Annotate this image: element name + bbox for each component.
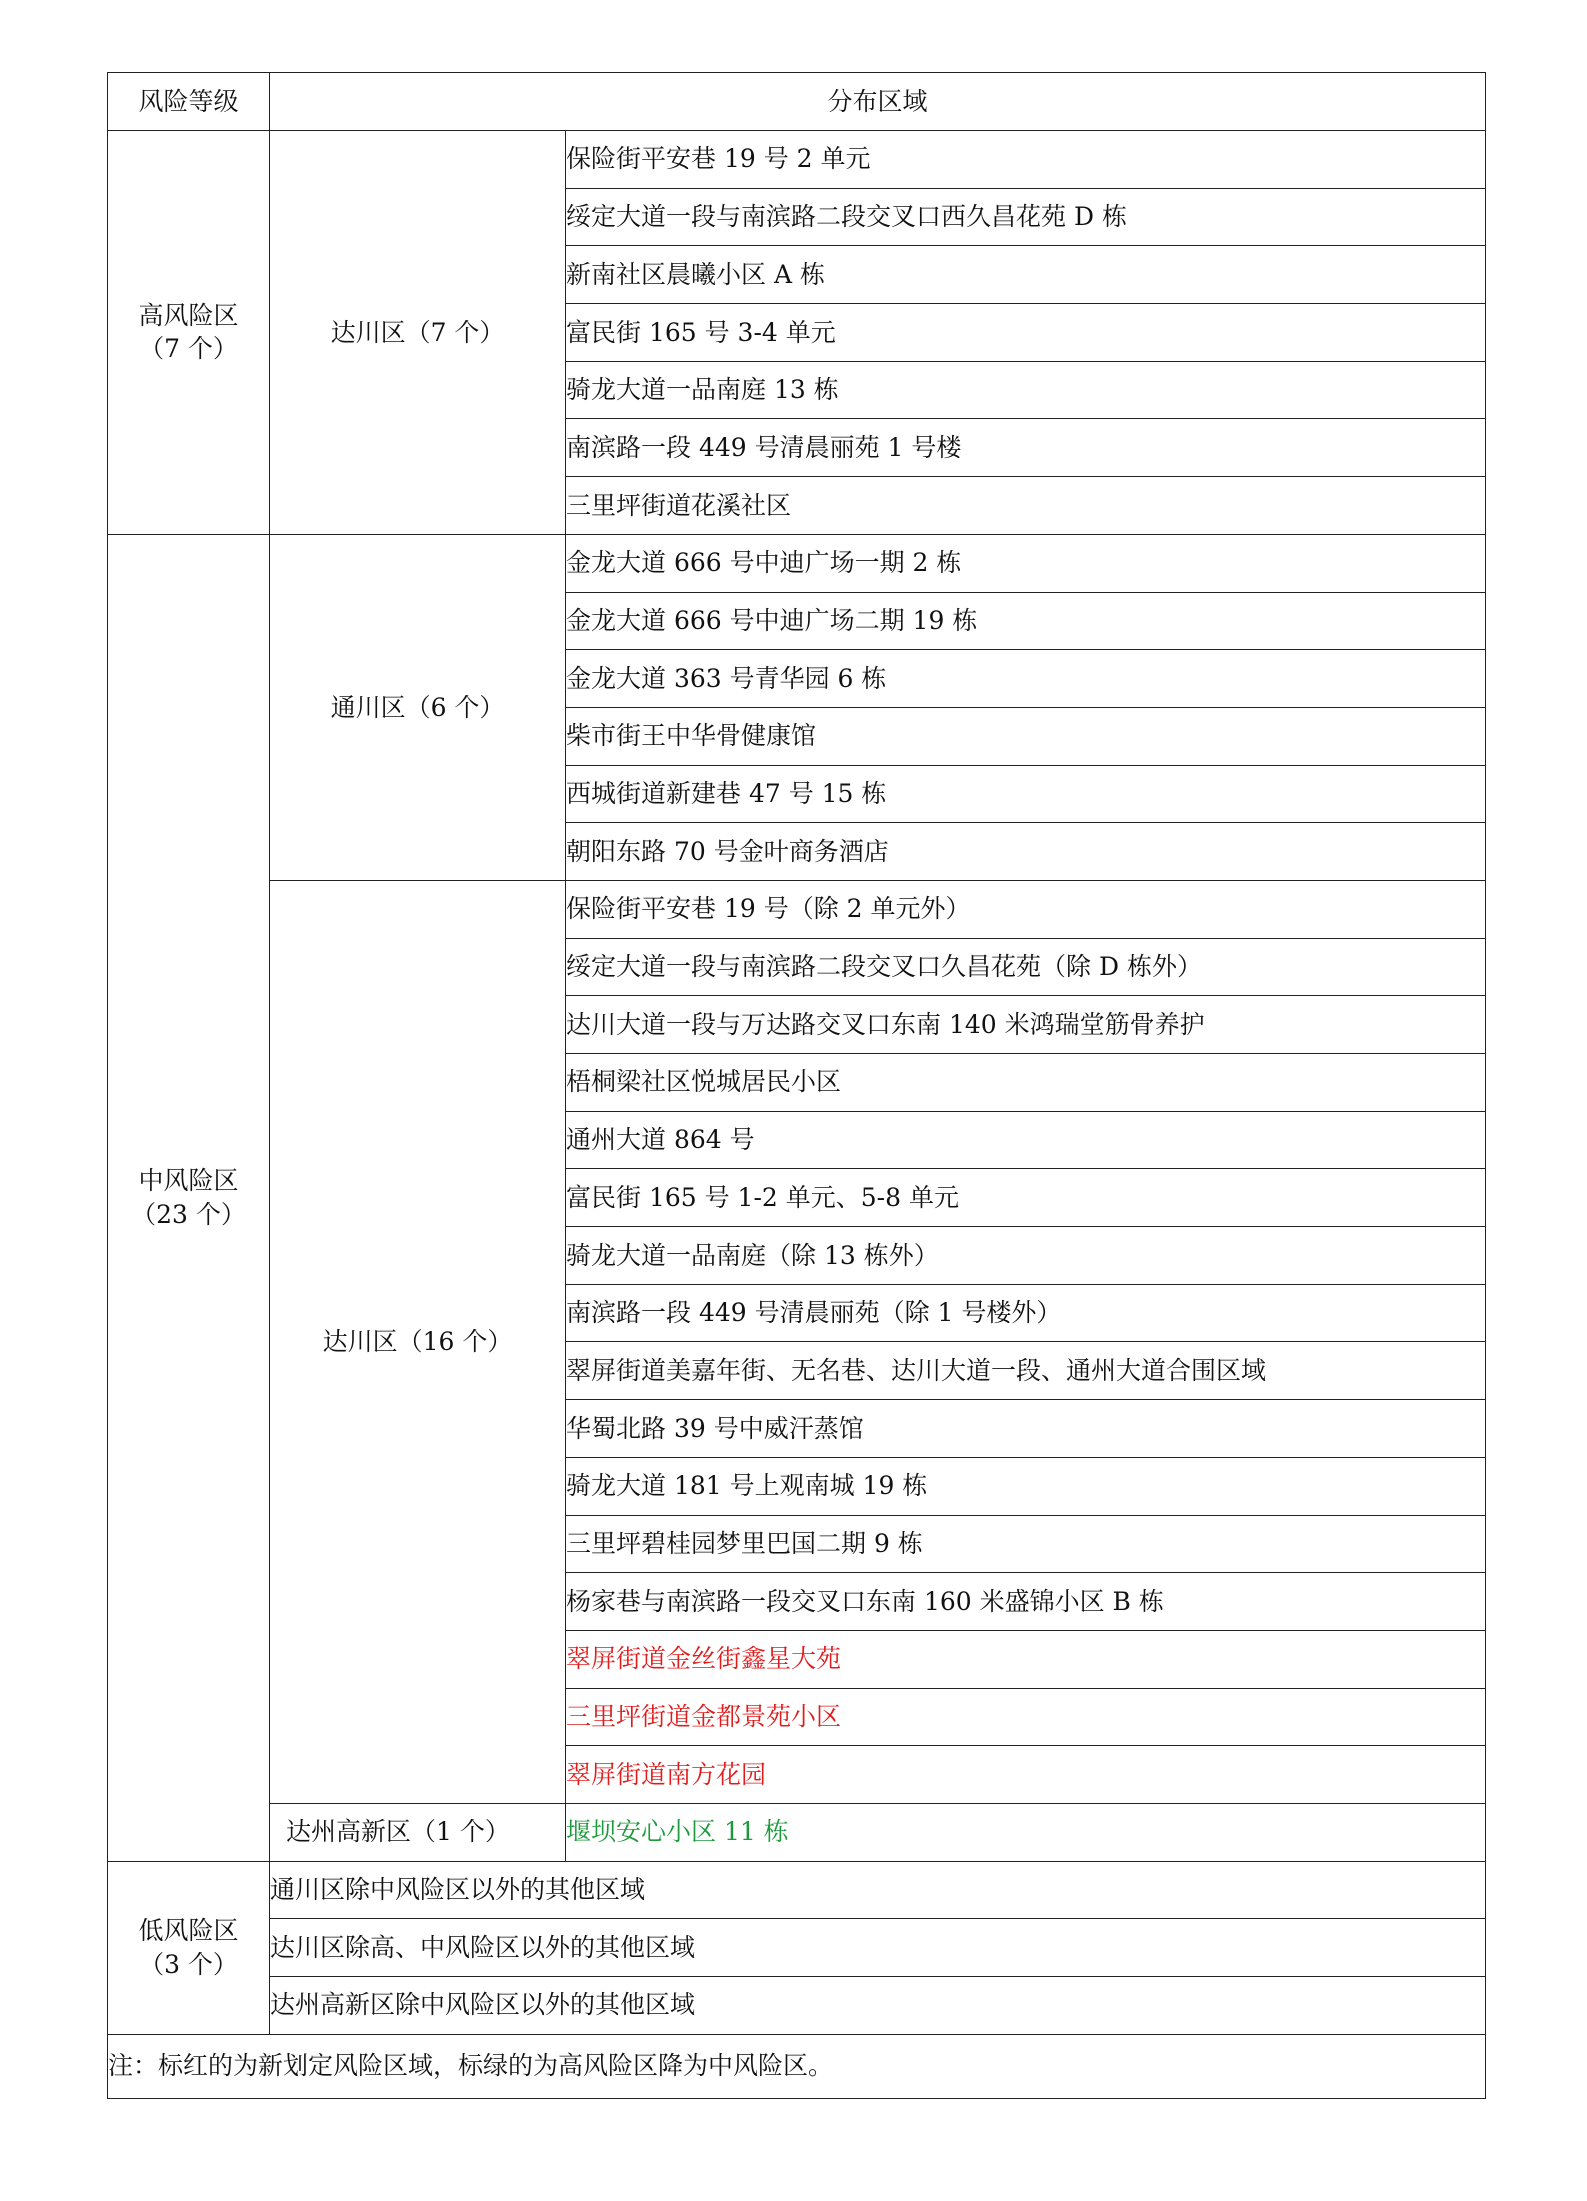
high-risk-level-cell <box>108 131 270 535</box>
area-cell: 富民街 165 号 1-2 单元、5-8 单元 <box>566 1169 1486 1227</box>
medium-risk-district-dachuan: 达川区（16 个） <box>270 880 566 1803</box>
new-area-cell: 三里坪街道金都景苑小区 <box>566 1688 1486 1746</box>
area-cell: 华蜀北路 39 号中威汗蒸馆 <box>566 1400 1486 1458</box>
area-cell: 柴市街王中华骨健康馆 <box>566 707 1486 765</box>
header-distribution-area: 分布区域 <box>270 73 1486 131</box>
table-row <box>108 1919 1486 1977</box>
area-cell: 骑龙大道一品南庭 13 栋 <box>566 361 1486 419</box>
table-row <box>108 1977 1486 2035</box>
area-cell: 杨家巷与南滨路一段交叉口东南 160 米盛锦小区 B 栋 <box>566 1573 1486 1631</box>
area-cell: 金龙大道 363 号青华园 6 栋 <box>566 650 1486 708</box>
area-cell: 西城街道新建巷 47 号 15 栋 <box>566 765 1486 823</box>
area-cell: 金龙大道 666 号中迪广场二期 19 栋 <box>566 592 1486 650</box>
low-risk-area-cell: 通川区除中风险区以外的其他区域 <box>270 1861 1486 1919</box>
header-risk-level: 风险等级 <box>108 73 270 131</box>
area-cell: 保险街平安巷 19 号（除 2 单元外） <box>566 880 1486 938</box>
area-cell: 保险街平安巷 19 号 2 单元 <box>566 131 1486 189</box>
table-header-row <box>108 73 1486 131</box>
new-area-cell: 翠屏街道南方花园 <box>566 1746 1486 1804</box>
medium-risk-count: （23 个） <box>131 1199 246 1229</box>
high-risk-count: （7 个） <box>139 334 238 364</box>
medium-risk-label: 中风险区 <box>138 1165 239 1195</box>
table-row <box>108 1861 1486 1919</box>
area-cell: 南滨路一段 449 号清晨丽苑 1 号楼 <box>566 419 1486 477</box>
downgraded-area-cell: 堰坝安心小区 11 栋 <box>566 1803 1486 1861</box>
area-cell: 富民街 165 号 3-4 单元 <box>566 304 1486 362</box>
low-risk-area-cell: 达川区除高、中风险区以外的其他区域 <box>270 1919 1486 1977</box>
area-cell: 骑龙大道 181 号上观南城 19 栋 <box>566 1457 1486 1515</box>
note-row <box>108 2034 1486 2098</box>
area-cell: 翠屏街道美嘉年街、无名巷、达川大道一段、通州大道合围区域 <box>566 1342 1486 1400</box>
high-risk-label: 高风险区 <box>138 300 239 330</box>
area-cell: 通州大道 864 号 <box>566 1111 1486 1169</box>
area-cell: 金龙大道 666 号中迪广场一期 2 栋 <box>566 534 1486 592</box>
risk-area-table <box>107 72 1486 2099</box>
table-row <box>108 880 1486 938</box>
area-cell: 梧桐梁社区悦城居民小区 <box>566 1054 1486 1112</box>
area-cell: 达川大道一段与万达路交叉口东南 140 米鸿瑞堂筋骨养护 <box>566 996 1486 1054</box>
table-row <box>108 534 1486 592</box>
area-cell: 朝阳东路 70 号金叶商务酒店 <box>566 823 1486 881</box>
high-risk-district-dachuan: 达川区（7 个） <box>270 131 566 535</box>
area-cell: 三里坪碧桂园梦里巴国二期 9 栋 <box>566 1515 1486 1573</box>
area-cell: 新南社区晨曦小区 A 栋 <box>566 246 1486 304</box>
area-cell: 绥定大道一段与南滨路二段交叉口久昌花苑（除 D 栋外） <box>566 938 1486 996</box>
low-risk-label: 低风险区 <box>138 1915 239 1945</box>
low-risk-count: （3 个） <box>139 1949 238 1979</box>
medium-risk-level-cell <box>108 534 270 1861</box>
table-note: 注：标红的为新划定风险区域，标绿的为高风险区降为中风险区。 <box>108 2034 1486 2098</box>
table-row <box>108 131 1486 189</box>
area-cell: 南滨路一段 449 号清晨丽苑（除 1 号楼外） <box>566 1284 1486 1342</box>
medium-risk-district-tongchuan: 通川区（6 个） <box>270 534 566 880</box>
low-risk-level-cell <box>108 1861 270 2034</box>
low-risk-area-cell: 达州高新区除中风险区以外的其他区域 <box>270 1977 1486 2035</box>
area-cell: 三里坪街道花溪社区 <box>566 477 1486 535</box>
area-cell: 绥定大道一段与南滨路二段交叉口西久昌花苑 D 栋 <box>566 188 1486 246</box>
medium-risk-district-gaoxin: 达州高新区（1 个） <box>270 1803 566 1861</box>
area-cell: 骑龙大道一品南庭（除 13 栋外） <box>566 1227 1486 1285</box>
table-row <box>108 1803 1486 1861</box>
new-area-cell: 翠屏街道金丝街鑫星大苑 <box>566 1630 1486 1688</box>
